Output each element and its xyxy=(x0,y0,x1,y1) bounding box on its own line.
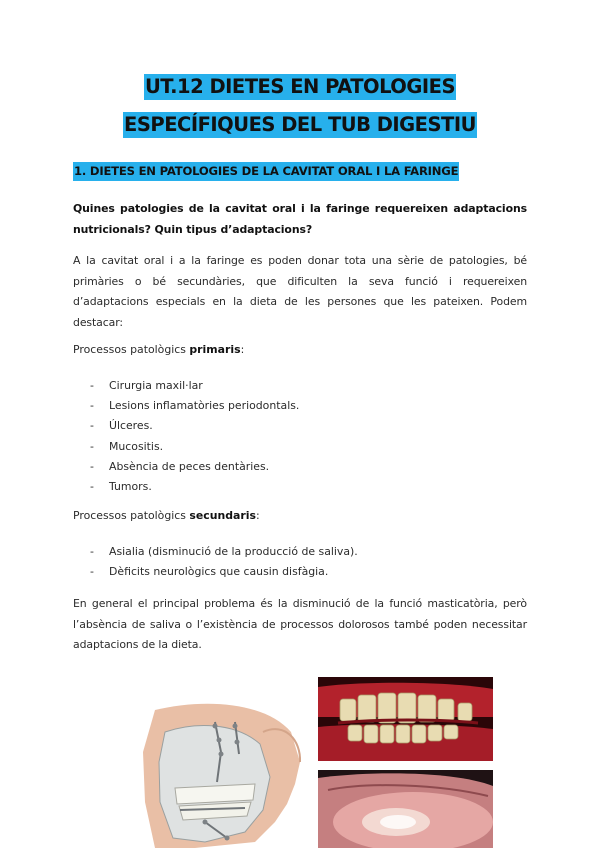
primary-label: Processos patològics primaris: xyxy=(73,343,245,356)
secondary-list xyxy=(90,542,358,582)
tongue-ulcer-photo xyxy=(318,770,493,848)
list-item: - Lesions inflamatòries periodontals. xyxy=(90,399,300,413)
jaw-surgery-illustration xyxy=(135,692,306,848)
intro-paragraph: A la cavitat oral i a la faringe es poden donar tota una sèrie de patologies, bé primàries o bé secundàries, que dificulten la seva funció i requereixen d’adaptacions especials en la dieta de les persones que les pateixen. Podem destacar: xyxy=(73,254,527,329)
list-item: - Mucositis. xyxy=(90,439,164,453)
secondary-label: Processos patològics secundaris: xyxy=(73,509,260,522)
list-item: - Absència de peces dentàries. xyxy=(90,459,270,473)
title-line-1: UT.12 DIETES EN PATOLOGIES xyxy=(144,75,456,98)
section-question: Quines patologies de la cavitat oral i la faringe requereixen adaptacions nutricionals? Quin tipus d’adaptacions? xyxy=(73,202,527,236)
list-item: - Dèficits neurològics que causin disfàgia. xyxy=(90,565,329,579)
list-item: - Cirurgia maxil·lar xyxy=(90,379,203,392)
list-item: - Asialia (disminució de la producció de saliva). xyxy=(90,545,358,558)
title-line-2: ESPECÍFIQUES DEL TUB DIGESTIU xyxy=(124,113,476,136)
periodontal-teeth-photo xyxy=(318,677,493,761)
conclusion-paragraph: En general el principal problema és la disminució de la funció masticatòria, però l’absència de saliva o l’existència de processos dolorosos també poden necessitar adaptacions de la dieta. xyxy=(73,597,527,651)
list-item: - Tumors. xyxy=(90,479,152,493)
primary-list xyxy=(90,376,299,497)
list-item: - Úlceres. xyxy=(90,419,153,433)
section-heading: 1. DIETES EN PATOLOGIES DE LA CAVITAT ORAL I LA FARINGE xyxy=(73,164,459,178)
